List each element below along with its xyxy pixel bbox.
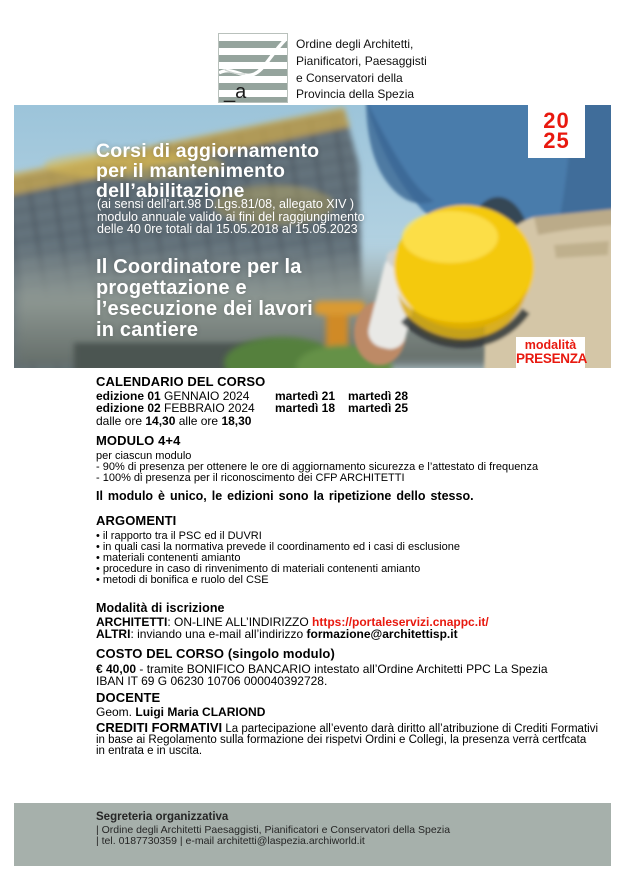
credits-line: in entrata e in uscita.	[96, 744, 203, 757]
teacher-section	[96, 690, 265, 719]
hero-title-line: dell’abilitazione	[96, 180, 245, 202]
credits-heading: CREDITI FORMATIVI	[96, 720, 223, 735]
teacher-name: Luigi Maria CLARIOND	[135, 705, 266, 719]
course-title-line: in cantiere	[96, 319, 199, 341]
module-line: per ciascun modulo	[96, 450, 192, 462]
order-logo	[218, 33, 288, 103]
footer-contacts-line: | tel. 0187730359 | e-mail architetti@laspezia.archiworld.it	[96, 835, 365, 847]
hero-subtitle-line: (ai sensi dell’art.98 D.Lgs.81/08, allegato XIV )	[97, 197, 355, 211]
topic-item: • materiali contenenti amianto	[96, 551, 241, 564]
course-hours: dalle ore 14,30 alle ore 18,30	[96, 414, 252, 428]
hero-photo	[14, 105, 611, 368]
organization-name	[296, 36, 427, 103]
credits-line: in base ai Regolamento sulla formazione dei rispetvi Ordini e Collegi, la presenza verrà certfcata	[96, 733, 587, 746]
hero-subtitle	[97, 198, 365, 236]
module-heading: MODULO 4+4	[96, 433, 181, 448]
iban-line: IBAN IT 69 G 06230 10706 000040392728.	[96, 674, 328, 689]
bullet-icon: •	[96, 540, 100, 553]
footer-content	[14, 803, 611, 848]
calendar-section	[96, 374, 408, 415]
edition-label: edizione 02	[96, 401, 161, 416]
cost-section	[96, 646, 548, 688]
org-line: e Conservatori della	[296, 70, 403, 85]
mode-value: PRESENZA	[516, 351, 588, 366]
hero-title-line: Corsi di aggiornamento	[96, 140, 320, 162]
topic-item: • metodi di bonifica e ruolo del CSE	[96, 573, 269, 586]
topic-item: • procedure in caso di rinvenimento di materiali contenenti amianto	[96, 562, 421, 575]
bullet-icon: •	[96, 530, 100, 542]
bullet-icon: •	[96, 562, 100, 575]
hero-subtitle-line: modulo annuale valido ai fini del raggiungimento	[97, 209, 365, 224]
org-line: Pianificatori, Paesaggisti	[296, 53, 427, 68]
bullet-icon: •	[96, 573, 100, 586]
module-line: - 100% di presenza per il riconoscimento dei CFP ARCHITETTI	[96, 471, 405, 484]
course-title-line: l’esecuzione dei lavori	[96, 298, 313, 320]
footer-heading: Segreteria organizzativa	[96, 811, 229, 823]
mode-label: modalità	[524, 338, 577, 352]
architects-line: ARCHITETTI: ON-LINE ALL’INDIRIZZO https://portaleservizi.cnappc.it/	[96, 615, 489, 629]
topic-item: • in quali casi la normativa prevede il coordinamento ed i casi di esclusione	[96, 540, 460, 553]
topic-item: • il rapporto tra il PSC ed il DUVRI	[96, 530, 262, 542]
hero-title	[96, 141, 319, 201]
credits-line: CREDITI FORMATIVI La partecipazione all’evento darà diritto all’atribuzione di Crediti Formativi	[96, 720, 598, 735]
teacher-name-line: Geom. Luigi Maria CLARIOND	[96, 705, 266, 719]
org-line: Provincia della Spezia	[296, 87, 415, 102]
course-title-line: Il Coordinatore per la	[96, 256, 302, 278]
module-note: Il modulo è unico, le edizioni sono la ripetizione dello stesso.	[96, 489, 474, 503]
start-time: 14,30	[145, 414, 176, 428]
edition-day1: martedì 18	[275, 401, 336, 416]
footer-band	[14, 803, 611, 866]
course-title	[96, 257, 313, 341]
edition-month: GENNAIO 2024	[160, 389, 250, 403]
enrollment-heading: Modalità di iscrizione	[96, 601, 225, 615]
credits-section	[96, 720, 598, 757]
edition-month: FEBBRAIO 2024	[160, 401, 255, 416]
topics-section	[96, 513, 460, 586]
topics-heading: ARGOMENTI	[96, 513, 177, 528]
year-top: 20	[543, 108, 570, 133]
mode-badge	[516, 337, 588, 368]
calendar-heading: CALENDARIO DEL CORSO	[96, 374, 266, 389]
hero-title-line: per il mantenimento	[96, 160, 286, 182]
price: € 40,00	[96, 662, 137, 676]
edition-day2: martedì 28	[348, 389, 409, 403]
logo-letter-a: _a	[224, 81, 247, 103]
edition-day1: martedì 21	[275, 389, 336, 403]
calendar-row	[96, 402, 408, 414]
course-title-line: progettazione e	[96, 277, 247, 299]
enrollment-email: formazione@architettisp.it	[306, 626, 458, 641]
footer-org-line: | Ordine degli Architetti Paesaggisti, Pianificatori e Conservatori della Spezia	[96, 823, 451, 836]
enrollment-section	[96, 601, 489, 640]
org-line: Ordine degli Architetti,	[296, 37, 414, 51]
enrollment-portal-link[interactable]: https://portaleservizi.cnappc.it/	[312, 615, 489, 629]
teacher-heading: DOCENTE	[96, 690, 161, 705]
others-line: ALTRI: inviando una e-mail all’indirizzo formazione@architettisp.it	[96, 626, 458, 641]
module-section	[96, 433, 538, 483]
end-time: 18,30	[221, 414, 252, 428]
edition-label: edizione 01	[96, 389, 161, 403]
hero-subtitle-line: delle 40 0re totali dal 15.05.2018 al 15.05.2023	[97, 222, 358, 237]
year-badge	[528, 105, 585, 158]
module-line: - 90% di presenza per ottenere le ore di aggiornamento sicurezza e l’attestato di frequenza	[96, 460, 539, 473]
price-line: € 40,00 - tramite BONIFICO BANCARIO intestato all’Ordine Architetti PPC La Spezia	[96, 662, 548, 676]
cost-heading: COSTO DEL CORSO (singolo modulo)	[96, 646, 335, 661]
year-bottom: 25	[543, 128, 570, 153]
bullet-icon: •	[96, 551, 100, 564]
others-label: ALTRI	[96, 626, 131, 641]
edition-day2: martedì 25	[348, 401, 409, 416]
architects-label: ARCHITETTI	[96, 615, 168, 629]
